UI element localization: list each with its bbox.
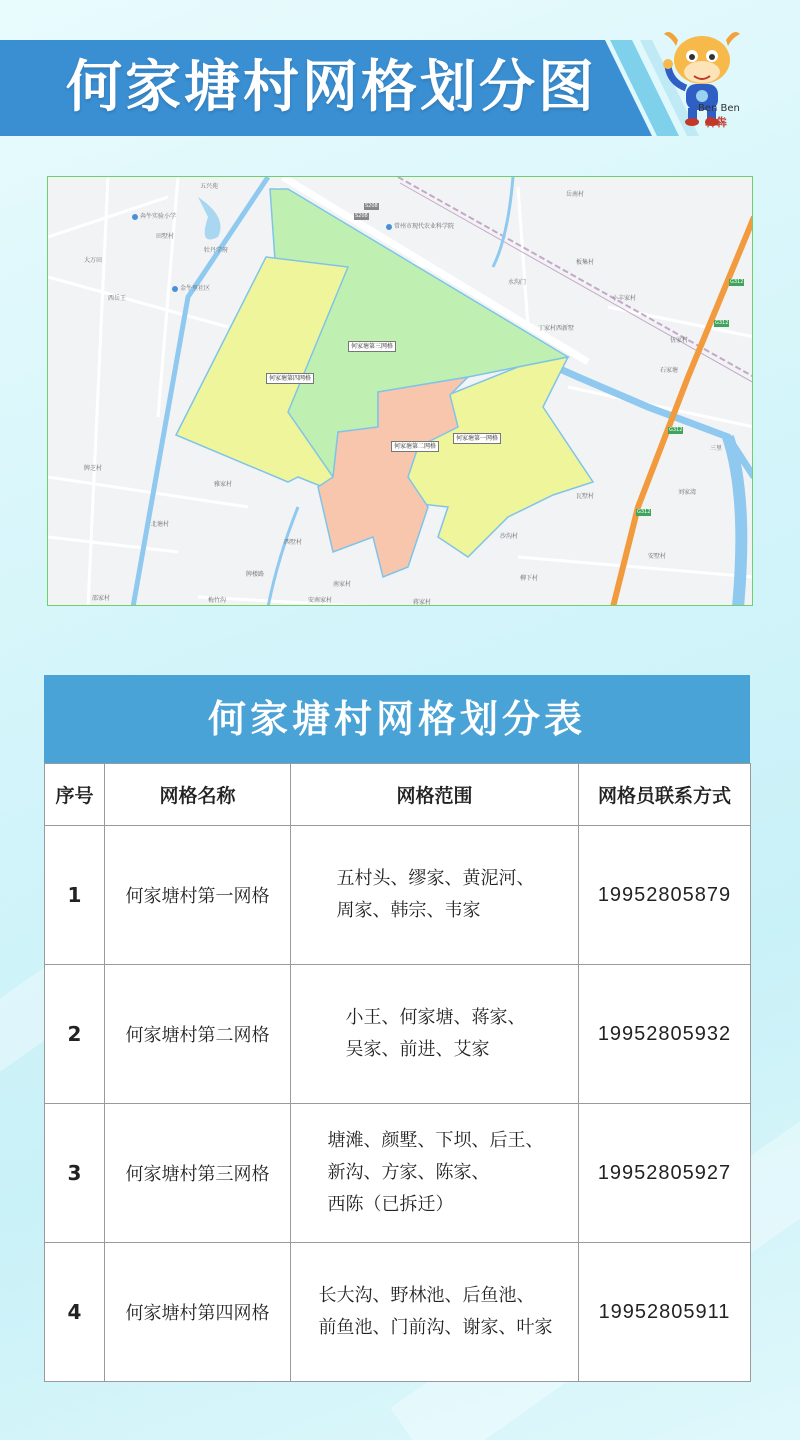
place-label: 伍家村 bbox=[670, 337, 689, 344]
table-row bbox=[45, 1243, 751, 1382]
grid-tag-3: 何家塘第三网格 bbox=[348, 341, 396, 352]
row-number: 2 bbox=[45, 965, 105, 1104]
range-line: 前鱼池、门前沟、谢家、叶家 bbox=[318, 1317, 553, 1338]
place-label: 安南家村 bbox=[308, 597, 333, 604]
map-canvas bbox=[48, 177, 753, 606]
range-line: 西陈（已拆迁） bbox=[327, 1194, 454, 1215]
table-row bbox=[45, 1104, 751, 1243]
place-label: 雅家村 bbox=[214, 481, 233, 488]
place-label: 大万田 bbox=[84, 257, 103, 264]
grid-name: 何家塘村第四网格 bbox=[105, 1243, 291, 1382]
place-label: 安墅村 bbox=[648, 553, 667, 560]
grid-name: 何家塘村第二网格 bbox=[105, 965, 291, 1104]
place-label: 石家塘 bbox=[660, 367, 679, 374]
road-tag: G312 bbox=[715, 320, 729, 326]
place-label: 三里 bbox=[710, 445, 723, 452]
range-line: 塘滩、颜墅、下坝、后王、 bbox=[327, 1130, 544, 1151]
table-header-row bbox=[45, 764, 751, 826]
column-header-range: 网格范围 bbox=[291, 764, 579, 826]
road-tag: G312 bbox=[637, 509, 651, 515]
contact-phone[interactable]: 19952805932 bbox=[579, 965, 751, 1104]
row-number: 1 bbox=[45, 826, 105, 965]
place-label: 蒋家村 bbox=[413, 599, 432, 606]
grid-tag-2: 何家塘第二网格 bbox=[391, 441, 439, 452]
contact-phone[interactable]: 19952805879 bbox=[579, 826, 751, 965]
place-label: 金牛里社区 bbox=[172, 283, 210, 292]
poi-pin-icon bbox=[386, 224, 392, 230]
place-label: 牡丹学府 bbox=[204, 247, 229, 254]
road-tag: G312 bbox=[730, 279, 744, 285]
poi-pin-icon bbox=[172, 286, 178, 292]
mascot-caption-cn: 犇犇 bbox=[705, 116, 727, 129]
range-line: 吴家、前进、艾家 bbox=[345, 1039, 490, 1060]
range-line: 周家、韩宗、韦家 bbox=[336, 900, 481, 921]
grid-map[interactable] bbox=[47, 176, 753, 606]
place-label: 刘家湾 bbox=[678, 489, 697, 496]
place-label: 北塘村 bbox=[151, 521, 170, 528]
range-line: 长大沟、野林池、后鱼池、 bbox=[318, 1285, 535, 1306]
place-label: 水沟门 bbox=[508, 279, 527, 286]
place-label: 奔牛实验小学 bbox=[132, 211, 176, 220]
place-label: 田墅村 bbox=[156, 233, 175, 240]
table-row bbox=[45, 826, 751, 965]
place-label: 小丰家村 bbox=[612, 295, 637, 302]
table-title: 何家塘村网格划分表 bbox=[44, 675, 750, 763]
place-label: 板集村 bbox=[576, 259, 595, 266]
table-row bbox=[45, 965, 751, 1104]
road-tag: S208 bbox=[355, 213, 368, 219]
mascot-calf-icon bbox=[660, 26, 744, 138]
grid-name: 何家塘村第一网格 bbox=[105, 826, 291, 965]
mascot-caption: Ben Ben bbox=[698, 103, 740, 114]
range-line: 五村头、缪家、黄泥河、 bbox=[336, 868, 535, 889]
grid-range bbox=[291, 1243, 579, 1382]
place-label: 丁家村西新墅 bbox=[538, 325, 575, 332]
place-label: 柳下村 bbox=[520, 575, 539, 582]
place-label: 梅竹沟 bbox=[208, 597, 227, 604]
grid-tag-4: 何家塘第四网格 bbox=[266, 373, 314, 384]
place-label: 牌楼路 bbox=[246, 571, 265, 578]
grid-division-table bbox=[44, 763, 751, 1382]
column-header-name: 网格名称 bbox=[105, 764, 291, 826]
place-label: 岳南村 bbox=[566, 191, 585, 198]
grid-table bbox=[44, 675, 750, 1382]
road-tag: G312 bbox=[669, 427, 683, 433]
grid-range bbox=[291, 965, 579, 1104]
grid-name: 何家塘村第三网格 bbox=[105, 1104, 291, 1243]
place-label: 瓦墅村 bbox=[576, 493, 595, 500]
contact-phone[interactable]: 19952805927 bbox=[579, 1104, 751, 1243]
grid-range bbox=[291, 826, 579, 965]
place-label: 牌芝村 bbox=[84, 465, 103, 472]
place-label: 南家村 bbox=[333, 581, 352, 588]
place-label: 西岳王 bbox=[108, 295, 127, 302]
road-tag: S208 bbox=[365, 203, 378, 209]
column-header-no: 序号 bbox=[45, 764, 105, 826]
place-label: 西墅村 bbox=[284, 539, 303, 546]
range-line: 小王、何家塘、蒋家、 bbox=[345, 1007, 526, 1028]
place-label: 沙沟村 bbox=[500, 533, 519, 540]
place-label: 五兴苑 bbox=[200, 183, 219, 190]
grid-tag-1: 何家塘第一网格 bbox=[453, 433, 501, 444]
page-title: 何家塘村网格划分图 bbox=[66, 55, 597, 120]
row-number: 3 bbox=[45, 1104, 105, 1243]
poi-pin-icon bbox=[132, 214, 138, 220]
place-label: 常州市现代农业科学院 bbox=[386, 221, 454, 230]
column-header-contact: 网格员联系方式 bbox=[579, 764, 751, 826]
range-line: 新沟、方家、陈家、 bbox=[327, 1162, 490, 1183]
grid-range bbox=[291, 1104, 579, 1243]
row-number: 4 bbox=[45, 1243, 105, 1382]
contact-phone[interactable]: 19952805911 bbox=[579, 1243, 751, 1382]
place-label: 邵家村 bbox=[92, 595, 111, 602]
